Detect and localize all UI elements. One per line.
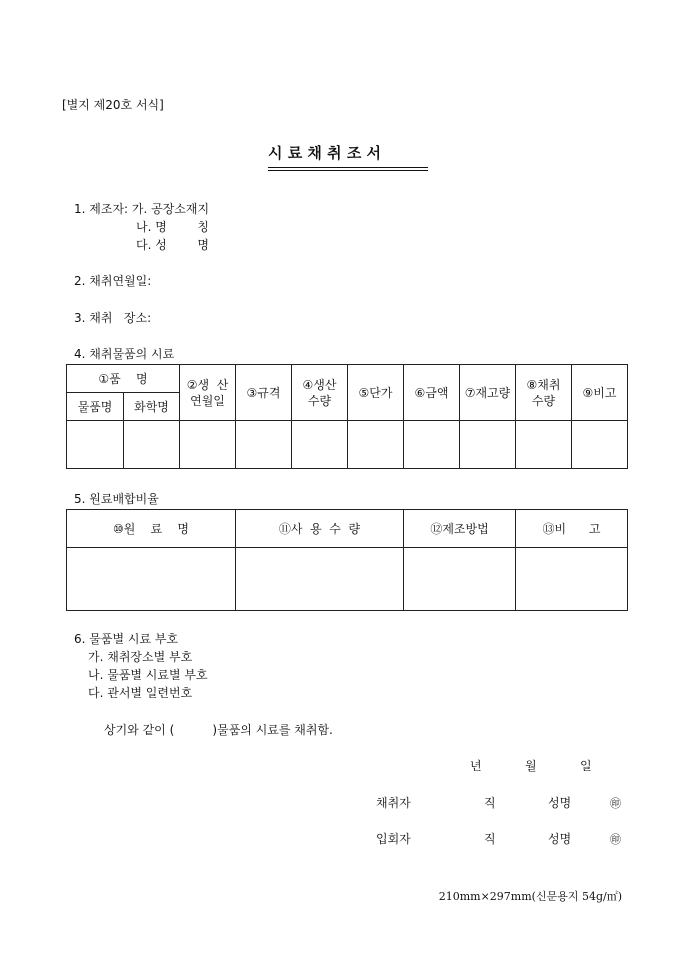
date-year: 년 [470,759,482,773]
table-cell [404,421,460,469]
table-cell [236,548,404,611]
col-collect-qty-line2: 수량 [531,393,556,408]
manufacturer-person-label: 다. 성 명 [136,238,209,252]
date-day: 일 [580,759,592,773]
col-production-date-header [180,365,236,421]
collector-position: 직 [484,796,496,810]
code-item-a: 가. 채취장소별 부호 [88,650,193,664]
sample-table [66,364,628,469]
witness-position: 직 [484,832,496,846]
col-note-header: ⑨비고 [572,365,628,421]
col-material-header: ⑩원 료 명 [67,510,236,548]
table-cell [67,421,124,469]
col-stock-header: ⑦재고량 [460,365,516,421]
table-cell [572,421,628,469]
table-cell [516,421,572,469]
date-month: 월 [525,759,537,773]
collection-date-label: 2. 채취연월일: [74,274,152,288]
col-production-qty-line2: 수량 [307,393,332,408]
col-ratio-note-header: ⑬비 고 [516,510,628,548]
statement: 상기와 같이 ( )물품의 시료를 채취함. [104,723,333,737]
table-cell [67,548,236,611]
code-item-c: 다. 관서별 일련번호 [88,686,193,700]
form-number: [별지 제20호 서식] [62,98,164,112]
ratio-table [66,509,628,611]
collection-place-label: 3. 채취 장소: [74,311,152,325]
table-cell [236,421,292,469]
collector-seal-icon: ㊞ [610,797,621,810]
collector-label: 채취자 [376,796,411,810]
code-section-label: 6. 물품별 시료 부호 [74,632,179,646]
col-chem-name-header: 화학명 [124,393,180,421]
table-row [67,421,628,469]
col-item-header: ①품 명 [67,365,180,393]
ratio-section-label: 5. 원료배합비율 [74,492,159,506]
table-cell [460,421,516,469]
table-cell [292,421,348,469]
collector-name: 성명 [548,796,572,810]
paper-spec: 210mm×297mm(신문용지 54g/㎡) [438,890,622,903]
code-item-b: 나. 물품별 시료별 부호 [88,668,208,682]
sample-section-label: 4. 채취물품의 시료 [74,347,175,361]
title-underline-top [268,167,428,168]
col-amount-header: ⑥금액 [404,365,460,421]
manufacturer-location-label: 1. 제조자: 가. 공장소재지 [74,202,210,216]
table-cell [124,421,180,469]
col-spec-header: ③규격 [236,365,292,421]
col-production-date-line2: 연월일 [190,393,225,408]
col-collect-qty-line1: ⑧채취 [526,377,561,392]
col-production-date-line1: ②생 산 [186,377,229,392]
col-unit-price-header: ⑤단가 [348,365,404,421]
table-cell [404,548,516,611]
manufacturer-name-label: 나. 명 칭 [136,220,209,234]
col-production-qty-line1: ④생산 [302,377,337,392]
col-usage-header: ⑪사 용 수 량 [236,510,404,548]
table-cell [516,548,628,611]
witness-label: 입회자 [376,832,411,846]
witness-name: 성명 [548,832,572,846]
table-row [67,548,628,611]
witness-seal-icon: ㊞ [610,833,621,846]
col-production-qty-header [292,365,348,421]
table-cell [180,421,236,469]
page-title: 시 료 채 취 조 서 [268,144,382,162]
col-item-name-header: 물품명 [67,393,124,421]
col-method-header: ⑫제조방법 [404,510,516,548]
title-underline-bottom [268,170,428,171]
table-cell [348,421,404,469]
col-collect-qty-header [516,365,572,421]
